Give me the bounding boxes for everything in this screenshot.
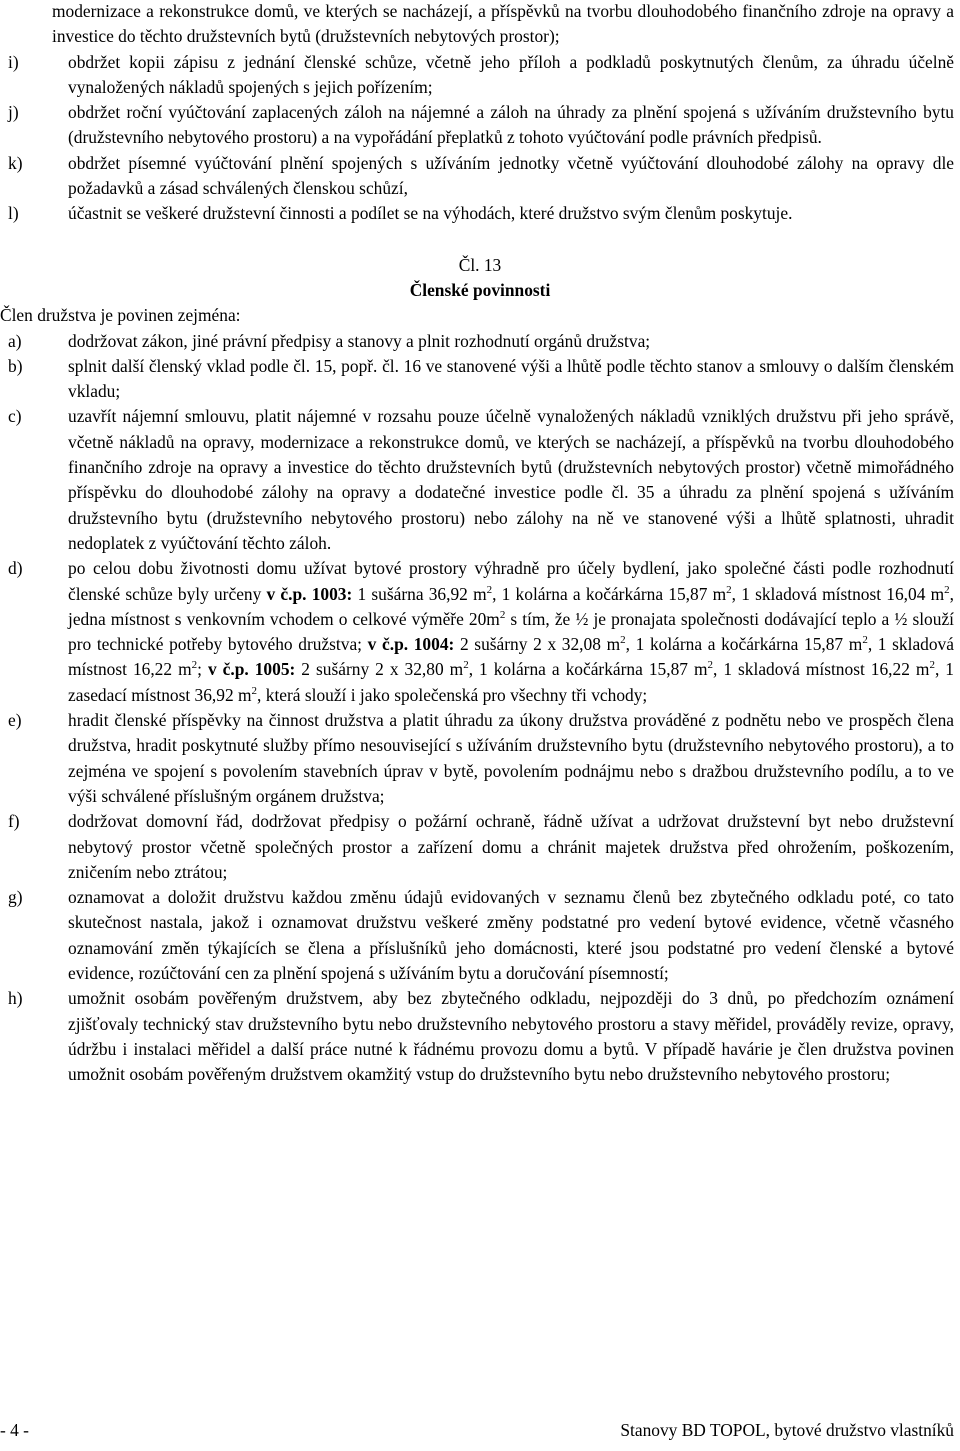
duty-item-g [0,885,960,986]
item-marker: k) [8,152,23,173]
duties-intro: Člen družstva je povinen zejména: [0,305,241,326]
page-number: - 4 - [0,1420,29,1440]
duty-item-d [0,556,960,708]
item-text: dodržovat zákon, jiné právní předpisy a stanovy a plnit rozhodnutí orgánů družstva; [68,330,651,351]
footer-title: Stanovy BD TOPOL, bytové družstvo vlastníků [620,1420,954,1440]
item-marker: g) [8,887,23,908]
item-marker: e) [8,710,22,731]
item-text: splnit další členský vklad podle čl. 15, popř. čl. 16 ve stanovené výši a lhůtě podle těchto stanov a smlouvy o dalším členském vkladu; [68,355,954,402]
duty-item-f [0,809,960,885]
item-text: dodržovat domovní řád, dodržovat předpisy o požární ochraně, řádně užívat a udržovat družstevní byt nebo družstevní nebytový prostor včetně společných prostor a zařízení domu a chránit majetek družstva před ohrožením, poškozením, zničením nebo ztrátou; [68,811,954,882]
right-item-l [0,201,960,226]
item-marker: d) [8,558,23,579]
item-marker: f) [8,811,20,832]
item-text: oznamovat a doložit družstvu každou změnu údajů evidovaných v seznamu členů bez zbytečného odkladu poté, co tato skutečnost nastala, jakož i oznamovat družstvu veškeré změny podstatné pro vedení bytové evidence, včetně včasného oznamování změn týkajících se člena a příslušníků jeho domácnosti, které jsou podstatné pro vedení členské a bytové evidence, rozúčtování cen za plnění spojená s užíváním bytu a doručování písemností; [68,887,954,983]
item-text: obdržet kopii zápisu z jednání členské schůze, včetně jeho příloh a podkladů poskytnutých členům, za úhradu účelně vynaložených nákladů spojených s jejich pořízením; [68,51,954,97]
item-text: účastnit se veškeré družstevní činnosti a podílet se na výhodách, které družstvo svým členům poskytuje. [68,203,793,224]
item-text: uzavřít nájemní smlouvu, platit nájemné v rozsahu pouze účelně vynaložených nákladů vzniklých družstvu při jeho správě, včetně nákladů na opravy, modernizace a rekonstrukce domů, ve kterých se nacházejí, a příspěvků na tvorbu dlouhodobého finančního zdroje na opravy a investice do těchto družstevních bytů (družstevních nebytových prostor) včetně mimořádného příspěvku do dlouhodobé zálohy na opravy a dodatečné investice podle čl. 35 a úhradu za plnění spojená s užíváním družstevního bytu (družstevního nebytového prostoru) nebo zálohy na ně ve stanovené výši a lhůtě splatnosti, uhradit nedoplatek z vyúčtování těchto záloh. [68,406,954,553]
item-text: umožnit osobám pověřeným družstvem, aby bez zbytečného odkladu, nejpozději do 3 dnů, po předchozím oznámení zjišťovaly technický stav družstevního bytu nebo družstevního nebytového prostoru a stavy měřidel, prováděly revize, opravy, údržbu i instalaci měřidel a další práce nutné k řádnému provozu domu a bytů. V případě havárie je člen družstva povinen umožnit osobám pověřeným družstvem okamžitý vstup do družstevního bytu nebo družstevního nebytového prostoru; [68,988,954,1085]
item-marker: i) [8,51,19,72]
continuation-paragraph: modernizace a rekonstrukce domů, ve kterých se nacházejí, a příspěvků na tvorbu dlouhodobého finančního zdroje na opravy a investice do těchto družstevních bytů (družstevních nebytových prostor); [52,1,954,47]
right-item-i [0,50,960,101]
duty-item-e [0,708,960,809]
item-marker: h) [8,988,23,1009]
item-marker: c) [8,406,22,427]
right-item-k [0,151,960,202]
duty-item-b [0,354,960,405]
duty-item-c [0,404,960,556]
duty-item-h [0,986,960,1087]
article-number: Čl. 13 [458,254,502,275]
item-marker: l) [8,203,19,224]
item-text: obdržet písemné vyúčtování plnění spojených s užíváním jednotky včetně vyúčtování dlouhodobé zálohy na opravy dle požadavků a zásad schválených členskou schůzí, [68,152,954,199]
article-title: Členské povinnosti [409,279,551,300]
duty-item-a [0,329,960,354]
item-marker: a) [8,330,22,351]
item-text: hradit členské příspěvky na činnost družstva a platit úhradu za úkony družstva prováděné z podnětu nebo ve prospěch člena družstva, hradit poskytnuté služby přímo nesouvisející s užíváním družstevního bytu (družstevního nebytového prostoru), a to zejména ve spojení s povolením stavebních úprav v bytě, povolením podnájmu nebo s dražbou družstevního podílu, a to ve výši schválené příslušným orgánem družstva; [68,710,954,806]
item-marker: j) [8,102,19,123]
item-marker: b) [8,355,23,376]
item-text: obdržet roční vyúčtování zaplacených záloh na nájemné a záloh na úhrady za plnění spojená s užíváním družstevního bytu (družstevního nebytového prostoru) a na vypořádání přeplatků z tohoto vyúčtování podle právních předpisů. [68,102,954,148]
item-text: po celou dobu životnosti domu užívat bytové prostory výhradně pro účely bydlení, jako společné části podle rozhodnutí členské schůze byly určeny v č.p. 1003: 1 sušárna 36,92 $m^2$, 1 kolárna a kočárkárna 15,87 $m^2$, 1 skladová místnost 16,04 $m^2$, jedna místnost s venkovním vchodem o celkové výměře $20m^2$ s tím, že ½ je pronajata společnosti dodávající teplo a ½ slouží pro technické potřeby bytového družstva; v č.p. 1004: 2 sušárny 2 x 32,08 $m^2$, 1 kolárna a kočárkárna 15,87 $m^2$, 1 skladová místnost 16,22 $m^2$; v č.p. 1005: 2 sušárny 2 x 32,80 $m^2$, 1 kolárna a kočárkárna 15,87 $m^2$, 1 skladová místnost 16,22 $m^2$, 1 zasedací místnost 36,92 $m^2$, která slouží i jako společenská pro všechny tři vchody; [68,558,954,705]
right-item-j [0,100,960,151]
